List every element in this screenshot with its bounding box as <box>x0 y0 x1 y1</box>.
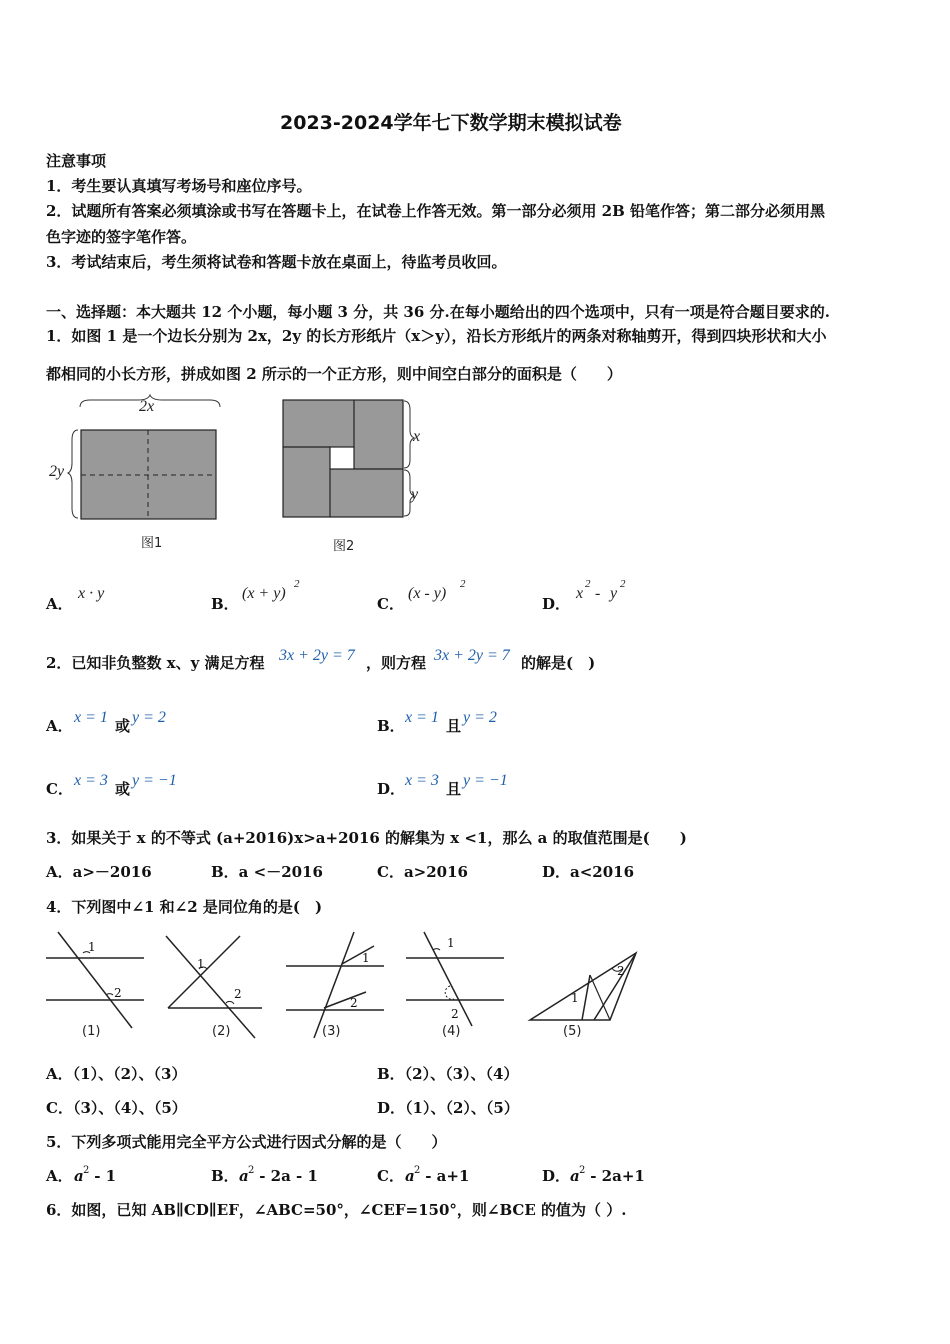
q4-fig2-angle-1: 1 <box>197 957 205 971</box>
q1-stem-line2: 都相同的小长方形，拼成如图 2 所示的一个正方形，则中间空白部分的面积是（ ） <box>46 365 622 383</box>
q2-option-a-conj: 或 <box>115 717 131 735</box>
q5-option-d-exp: 2 <box>579 1165 586 1176</box>
q1-option-b-label: B． <box>211 595 239 613</box>
q3-option-c: C．a>2016 <box>377 863 468 881</box>
q1-option-c-label: C． <box>377 595 404 613</box>
q2-option-a-x: x = 1 <box>74 709 108 726</box>
q2-option-c-conj: 或 <box>115 780 131 798</box>
q1-stem-line1: 1．如图 1 是一个边长分别为 2x，2y 的长方形纸片（x＞y），沿长方形纸片的两条对称轴剪开，得到四块形状和大小 <box>46 327 827 345</box>
fig2-y-label: y <box>411 486 419 503</box>
q4-fig3-angle-2: 2 <box>350 996 358 1010</box>
q1-option-b: (x + y) <box>242 585 286 602</box>
notice-item-2-cont: 色字迹的签字笔作答。 <box>46 228 197 246</box>
q2-stem-mid: ，则方程 <box>366 654 427 672</box>
q1-option-d-y: y <box>610 585 618 602</box>
fig1-caption: 图1 <box>141 536 163 551</box>
fig1-height-label: 2y <box>49 463 65 480</box>
q3-option-a: A．a>－2016 <box>46 863 152 881</box>
q4-option-b: B．（2）、（3）、（4） <box>377 1065 519 1083</box>
q1-option-c: (x - y) <box>408 585 447 602</box>
q5-option-d-base: a <box>570 1167 580 1185</box>
q2-option-d-x: x = 3 <box>405 772 439 789</box>
q3-stem: 3．如果关于 x 的不等式 (a+2016)x>a+2016 的解集为 x <1，那么 a 的取值范围是( ) <box>46 829 687 847</box>
q2-option-c-y: y = −1 <box>132 772 177 789</box>
q5-option-a-exp: 2 <box>83 1165 90 1176</box>
q4-fig5-angle-2: 2 <box>617 964 625 978</box>
q4-fig4-caption: (4) <box>442 1024 461 1039</box>
q5-option-d-rest: - 2a+1 <box>585 1167 645 1185</box>
q5-option-b-base: a <box>239 1167 249 1185</box>
q4-option-c: C．（3）、（4）、（5） <box>46 1099 187 1117</box>
q5-option-b-label: B． <box>211 1167 239 1185</box>
q4-fig1-angle-1: 1 <box>88 940 96 954</box>
notice-item-3: 3．考试结束后，考生须将试卷和答题卡放在桌面上，待监考员收回。 <box>46 253 507 271</box>
q5-option-a-label: A． <box>46 1167 73 1185</box>
q2-option-b-x: x = 1 <box>405 709 439 726</box>
q4-fig1-caption: (1) <box>82 1024 101 1039</box>
q4-fig2-angle-2: 2 <box>234 987 242 1001</box>
page-title: 2023-2024学年七下数学期末模拟试卷 <box>280 112 622 134</box>
q4-fig5-angle-1: 1 <box>571 991 579 1005</box>
q2-option-c-label: C． <box>46 780 73 798</box>
notice-heading: 注意事项 <box>46 152 107 170</box>
q4-stem: 4．下列图中∠1 和∠2 是同位角的是( ) <box>46 898 323 916</box>
q2-option-d-label: D． <box>377 780 406 798</box>
q1-option-a: x · y <box>78 585 105 602</box>
q4-fig3-caption: (3) <box>322 1024 341 1039</box>
q1-option-c-exp: 2 <box>460 578 466 590</box>
q5-option-d-label: D． <box>542 1167 571 1185</box>
q1-option-d-label: D． <box>542 595 571 613</box>
q5-option-b-rest: - 2a - 1 <box>254 1167 318 1185</box>
q5-option-c-rest: - a+1 <box>420 1167 470 1185</box>
fig2-caption: 图2 <box>333 539 355 554</box>
q2-option-c-x: x = 3 <box>74 772 108 789</box>
q1-option-d-x: x <box>576 585 584 602</box>
q1-option-d-exp2: 2 <box>620 578 626 590</box>
q1-option-a-label: A． <box>46 595 73 613</box>
q4-figure-5 <box>526 945 641 1025</box>
q2-equation-2: 3x + 2y = 7 <box>434 647 510 664</box>
q4-fig2-caption: (2) <box>212 1024 231 1039</box>
q2-option-b-conj: 且 <box>446 717 462 735</box>
q4-option-d: D．（1）、（2）、（5） <box>377 1099 519 1117</box>
q5-stem: 5．下列多项式能用完全平方公式进行因式分解的是（ ） <box>46 1133 447 1151</box>
q4-fig4-angle-2: 2 <box>451 1007 459 1021</box>
q2-equation-1: 3x + 2y = 7 <box>279 647 355 664</box>
q2-stem-prefix: 2．已知非负整数 x、y 满足方程 <box>46 654 265 672</box>
notice-item-2: 2．试题所有答案必须填涂或书写在答题卡上，在试卷上作答无效。第一部分必须用 2B 铅笔作答；第二部分必须用黑 <box>46 202 826 220</box>
q5-option-a-base: a <box>74 1167 84 1185</box>
q4-fig5-caption: (5) <box>563 1024 582 1039</box>
q2-option-b-y: y = 2 <box>463 709 497 726</box>
q5-option-a-rest: - 1 <box>89 1167 117 1185</box>
q6-stem: 6．如图，已知 AB∥CD∥EF，∠ABC=50°，∠CEF=150°，则∠BCE 的值为（ ）. <box>46 1201 627 1219</box>
q4-fig1-angle-2: 2 <box>114 986 122 1000</box>
q4-fig3-angle-1: 1 <box>362 951 370 965</box>
section-heading: 一、选择题：本大题共 12 个小题，每小题 3 分，共 36 分.在每小题给出的四个选项中，只有一项是符合题目要求的. <box>46 303 830 321</box>
q1-option-b-exp: 2 <box>294 578 300 590</box>
q1-figure-1 <box>40 395 240 560</box>
q3-option-b: B．a <－2016 <box>211 863 323 881</box>
q2-option-d-conj: 且 <box>446 780 462 798</box>
fig1-width-label: 2x <box>139 398 155 415</box>
q5-option-c-label: C． <box>377 1167 404 1185</box>
q5-option-c-base: a <box>405 1167 415 1185</box>
notice-item-1: 1．考生要认真填写考场号和座位序号。 <box>46 177 312 195</box>
q1-option-d-minus: - <box>591 585 605 602</box>
q2-option-a-y: y = 2 <box>132 709 166 726</box>
q4-fig4-angle-1: 1 <box>447 936 455 950</box>
q2-option-b-label: B． <box>377 717 405 735</box>
fig2-x-label: x <box>413 428 421 445</box>
q1-figure-2 <box>280 398 430 528</box>
q4-option-a: A．（1）、（2）、（3） <box>46 1065 187 1083</box>
q2-option-a-label: A． <box>46 717 73 735</box>
q2-option-d-y: y = −1 <box>463 772 508 789</box>
q5-option-b-exp: 2 <box>248 1165 255 1176</box>
q5-option-c-exp: 2 <box>414 1165 421 1176</box>
q3-option-d: D．a<2016 <box>542 863 635 881</box>
q2-stem-suffix: 的解是( ) <box>521 654 596 672</box>
q1-option-d-exp1: 2 <box>585 578 591 590</box>
